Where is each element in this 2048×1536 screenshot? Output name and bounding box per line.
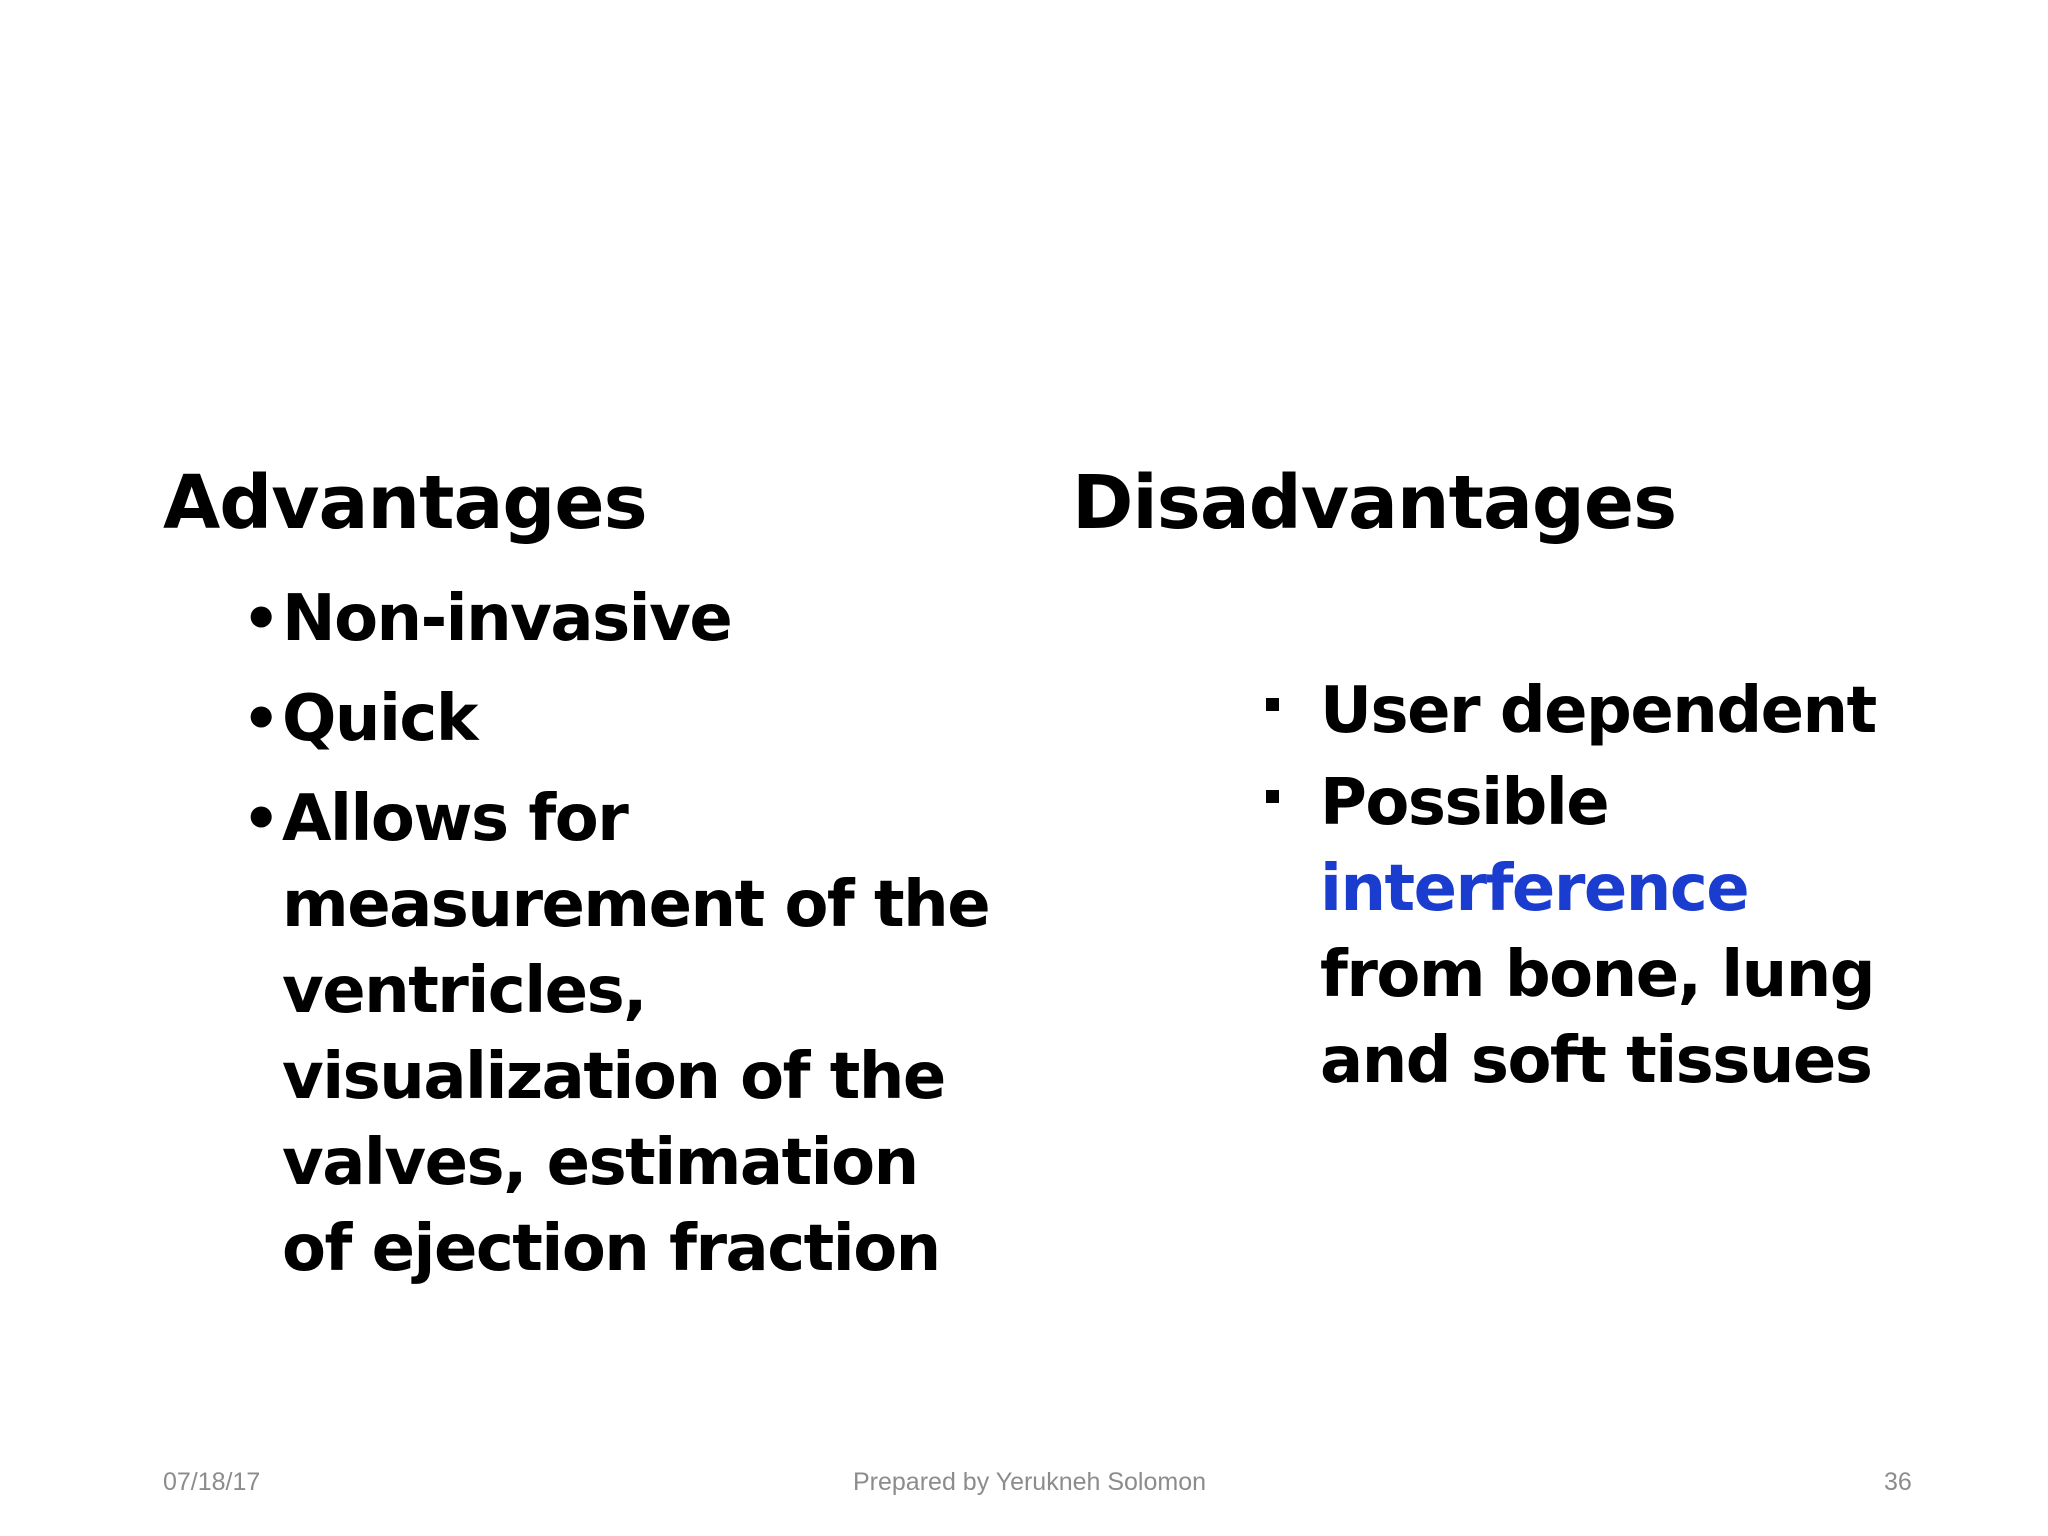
advantages-list-item: [242, 576, 1002, 662]
disadvantages-list: [1320, 668, 1920, 1110]
advantages-list-item: [242, 776, 1002, 1292]
advantages-item-text: Allows for measurement of the ventricles, visualization of the valves, estimation of ejection fraction: [282, 782, 990, 1286]
bullet-dot-icon: •: [242, 684, 279, 754]
square-bullet-icon: [1266, 698, 1279, 711]
bullet-dot-icon: •: [242, 784, 279, 854]
disadvantages-item-text-end: from bone, lung and soft tissues: [1320, 938, 1875, 1098]
disadvantages-list-item: [1320, 668, 1920, 754]
footer-page-number: 36: [1884, 1468, 1912, 1496]
advantages-list: [242, 576, 1002, 1306]
disadvantages-item-text-start: Possible: [1320, 766, 1609, 840]
disadvantages-heading: Disadvantages: [1072, 460, 1677, 546]
bullet-dot-icon: •: [242, 584, 279, 654]
disadvantages-item-text: User dependent: [1320, 674, 1876, 748]
footer-author: Prepared by Yerukneh Solomon: [853, 1468, 1207, 1496]
disadvantages-list-item: [1320, 760, 1920, 1104]
square-bullet-icon: [1266, 790, 1279, 803]
interference-highlight: interference: [1320, 852, 1749, 926]
footer-date: 07/18/17: [163, 1468, 261, 1496]
advantages-heading: Advantages: [163, 460, 647, 546]
advantages-item-text: Non-invasive: [282, 582, 732, 656]
advantages-item-text: Quick: [282, 682, 477, 756]
advantages-list-item: [242, 676, 1002, 762]
